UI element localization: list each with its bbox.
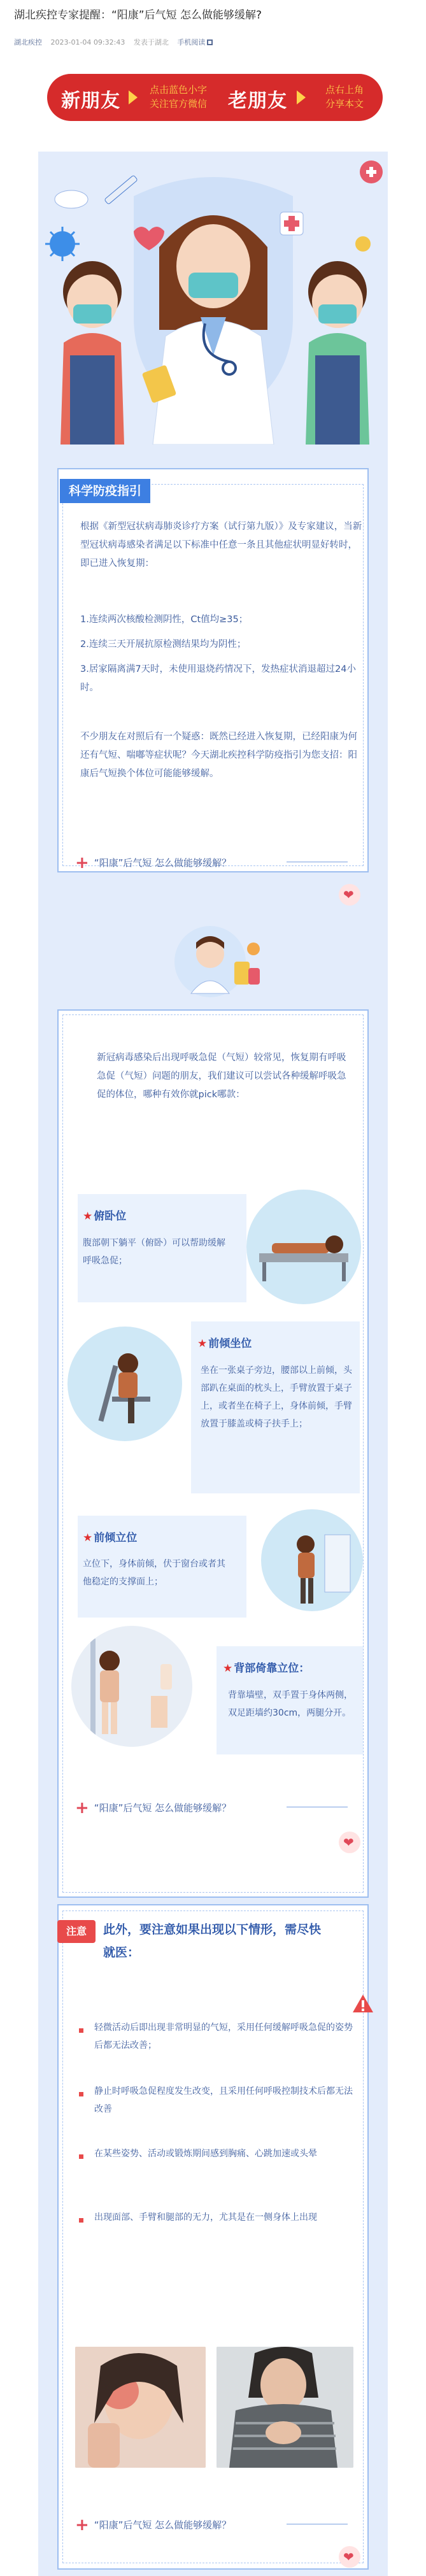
- position-description: 坐在一张桌子旁边，腰部以上前倾，头部趴在桌面的枕头上，手臂放置于桌子上，或者坐在椅子上，身体前倾，手臂放置于膝盖或椅子扶手上；: [201, 1365, 352, 1429]
- article-source-link[interactable]: 湖北疾控: [14, 38, 42, 46]
- warning-item: 轻微活动后即出现非常明显的气短，采用任何缓解呼吸急促的姿势后都无法改善；: [94, 2023, 353, 2051]
- arrow-right-icon: [129, 90, 138, 104]
- position-title: ★ 前倾立位: [83, 1532, 138, 1544]
- old-friend-hint: 点右上角 分享本文: [325, 84, 364, 110]
- position-title: ★ 背部倚靠立位：: [223, 1662, 310, 1675]
- article-timestamp: 2023-01-04 09:32:43: [50, 38, 125, 46]
- article-meta: [14, 37, 213, 47]
- star-icon: ★: [197, 1337, 208, 1350]
- plus-icon: +: [75, 1798, 89, 1818]
- warning-item: 静止时呼吸急促程度发生改变，且采用任何呼吸控制技术后都无法改善: [94, 2086, 353, 2114]
- related-article-link[interactable]: [75, 1798, 355, 1818]
- article-title: 湖北疾控专家提醒：“阳康”后气短 怎么做能够缓解?: [14, 9, 262, 22]
- criteria-item: 1.连续两次核酸检测阴性，Ct值均≥35；: [80, 615, 248, 625]
- star-icon: ★: [223, 1662, 233, 1675]
- hero-illustration: [38, 152, 388, 445]
- headache-photo: [75, 2347, 206, 2468]
- warning-item: 在某些姿势、活动或锻炼期间感到胸痛、心跳加速或头晕: [94, 2149, 317, 2159]
- back-wall-illustration: [71, 1626, 192, 1747]
- child-figure-right: [306, 261, 369, 445]
- heart-icon: ❤: [339, 884, 360, 906]
- position-description: 腹部朝下躺平（俯卧）可以帮助缓解呼吸急促；: [83, 1238, 225, 1266]
- bullet-icon: [79, 2218, 83, 2223]
- position-description: 背靠墙壁，双手置于身体两侧，双足距墙约30cm，两腿分开。: [228, 1690, 353, 1718]
- bullet-icon: [79, 2028, 83, 2033]
- star-icon: ★: [83, 1532, 93, 1544]
- mask-icon: [55, 190, 88, 208]
- prone-position-illustration: [246, 1190, 361, 1304]
- related-article-link[interactable]: [75, 853, 355, 870]
- bullet-icon: [79, 2154, 83, 2159]
- child-figure-left: [60, 261, 124, 445]
- plus-icon: +: [75, 2516, 89, 2535]
- warning-icon: [351, 1993, 374, 2014]
- position-title: ★ 俯卧位: [83, 1210, 127, 1223]
- star-icon: ★: [83, 1210, 93, 1223]
- virus-icon: [355, 236, 371, 252]
- old-friend-label: 老朋友: [228, 90, 287, 112]
- section-tag: 科学防疫指引: [60, 479, 150, 503]
- heart-icon: ❤: [339, 2546, 360, 2568]
- criteria-item: 3.居家隔离满7天时，未使用退烧药情况下，发热症状消退超过24小时。: [80, 664, 357, 693]
- recovery-criteria-intro: 根据《新型冠状病毒肺炎诊疗方案（试行第九版）》及专家建议，当新型冠状病毒感染者满足以下标准中任意一条且其他症状明显好转时，即已进入恢复期：: [80, 522, 362, 569]
- doctor-figure: [153, 215, 274, 445]
- related-article-link-text: “阳康”后气短 怎么做能够缓解？: [94, 857, 232, 869]
- sitting-forward-illustration: [67, 1327, 182, 1441]
- criteria-item: 2.连续三天开展抗原检测结果均为阴性；: [80, 639, 246, 650]
- position-title: ★ 前倾坐位: [197, 1337, 252, 1350]
- notice-badge: 注意: [57, 1920, 96, 1943]
- doctor-avatar-illustration: [172, 923, 267, 1000]
- read-on-phone-link[interactable]: 手机阅读: [177, 38, 206, 46]
- recovery-question-paragraph: 不少朋友在对照后有一个疑惑：既然已经进入恢复期，已经阳康为何还有气短、喘嘟等症状呢？今天湖北疾控科学防疫指引为您支招：阳康后气短换个体位可能能够缓解。: [80, 732, 357, 779]
- warning-item: 出现面部、手臂和腿部的无力，尤其是在一侧身体上出现: [94, 2212, 317, 2223]
- related-article-link[interactable]: [75, 2516, 355, 2535]
- position-description: 立位下，身体前倾，伏于窗台或者其他稳定的支撑面上；: [83, 1559, 225, 1587]
- bullet-icon: [79, 2092, 83, 2096]
- standing-forward-illustration: [261, 1509, 363, 1611]
- arrow-right-icon: [297, 90, 306, 104]
- plus-icon: +: [75, 853, 89, 872]
- related-article-link-text: “阳康”后气短 怎么做能够缓解？: [94, 1802, 232, 1814]
- article-location: 发表于湖北: [133, 38, 169, 46]
- warning-title: 此外，要注意如果出现以下情形，需尽快就医：: [103, 1923, 322, 1960]
- chest-pain-photo: [217, 2347, 353, 2468]
- follow-share-banner[interactable]: [47, 74, 383, 121]
- related-article-link-text: “阳康”后气短 怎么做能够缓解？: [94, 2519, 232, 2531]
- new-friend-hint: 点击蓝色小字 关注官方微信: [149, 84, 207, 110]
- new-friend-label: 新朋友: [61, 90, 120, 112]
- qr-code-icon[interactable]: [207, 39, 213, 45]
- heart-icon: ❤: [339, 1832, 360, 1853]
- positions-intro: 新冠病毒感染后出现呼吸急促（气短）较常见，恢复期有呼吸急促（气短）问题的朋友，我们建议可以尝试各种缓解呼吸急促的体位，哪种有效你就pick哪款：: [97, 1053, 346, 1100]
